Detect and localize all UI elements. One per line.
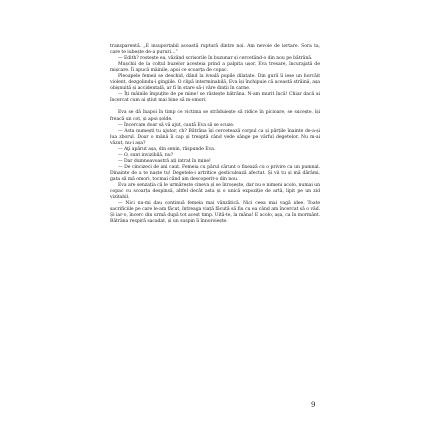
page-number: 9	[311, 401, 316, 409]
paragraph: — Încercam doar să vă ajut, caută Eva să se scuze.	[118, 122, 235, 128]
book-page-text	[110, 44, 320, 225]
paragraph: transparentă. „E insuportabil această ruptură dintre noi. Am nevoie de iertare. Sora ta, care te iubește de-a pururi…”	[110, 44, 320, 56]
paragraph: — Nici nu-mi dau continuă femeia mai vânzătică. Nici ceea mai vagă idee. Toate sacrificiile pe care le-am făcut, întreaga viață făcută să fiu cu ea când am încercat să o văd. Și iar-o, încerc din urmă după tot acest timp. Uită-te, la mâna! E acolo, așa, ca în mormânt. Bătrâna respiră sacadat, și un suspin îi înnoroiește.	[110, 201, 320, 225]
paragraph: — Dar dumneavoastră ați intrat în mine!	[118, 158, 211, 164]
paragraph: Eva are senzația că le urmărește cineva și se înroșește, dar nu e nimeni acolo, numai un copac cu scoarța despinsă, altfel decât asta și o unică expoziție de artă, lipit pe un zid vizitabil.	[110, 183, 320, 201]
paragraph: — O, sunt invizibilă, nu?	[118, 152, 174, 158]
paragraph: Mușchii de la colțul buzelor acesteia prind a palpita ușor. Eva tresare, încurajată de mișcare. Îi apucă mâinile, apoi ce scoarța de copac.	[110, 62, 320, 74]
paragraph: — De cincizeci de ani caut. Femeia cu părul cărunt o fixează cu o privire ca un pumnal. Dinainte de a te naște tu! Degetele-i artritice gesticulează afectat. Și vii tu și mă dărâmi, gata să mă omori, tocmai când am descoperit-o din nou.	[110, 164, 320, 182]
paragraph: — Edith? rostește ea, văzând scrisorile în buzunar și cercetând-o din nou pe bătrână.	[118, 56, 313, 62]
paragraph: Pleoapele femeii se deschid, dând la iveală pupile dilatate. Din gură îi iese un horcăit violent, dezgolindu-i gingiile. O clipă interminabilă, Eva își închipuie că această străină, așa obișnuită și accidentală, ar fi în stare să-i vâre dinții în carne.	[110, 74, 320, 92]
paragraph: — Aţi apărut așa, din senin, răspunde Eva.	[118, 146, 216, 152]
paragraph: Eva se dă înapoi în timp ce victima se străduiește să ridice în picioare, se sucește, își freacă un cot, și apoi șolde.	[110, 110, 320, 122]
paragraph: — Asta numești tu ajutor, ch? Bătrâna își cercetează corpul ca și părțile înainte de-a-și lua zborul. Doar o mână îi cap și treaptă când vede sânge pe vârful degetelor. Nu m-ai văzut, nu-i așa?	[110, 128, 320, 146]
paragraph: — Îți mâinile împuțite de pe mine! se răstește bătrâna. N-am murit încă! Chiar dacă ai încercat cum ai știut mai bine să m-omori.	[110, 92, 320, 104]
